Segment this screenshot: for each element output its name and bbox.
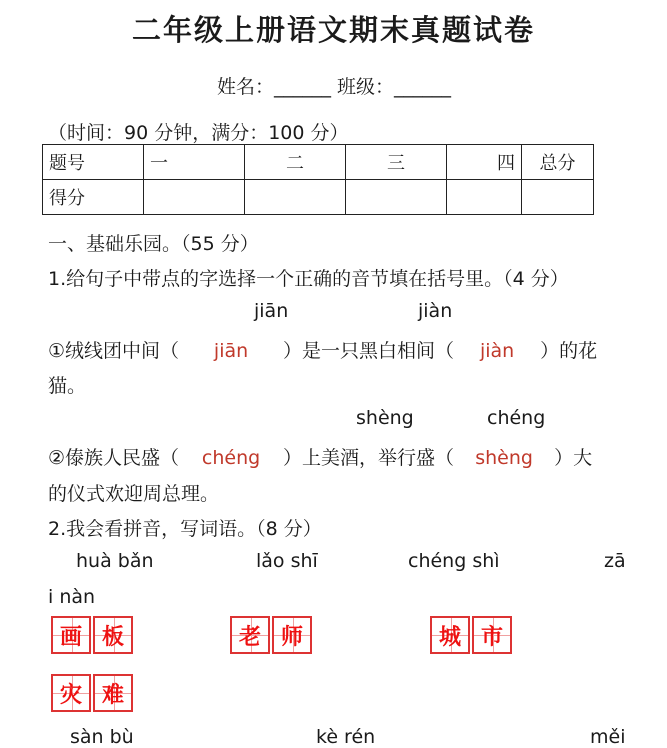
header-cell-section-4: 四 [447,145,522,180]
q1-s2-part1: ②傣族人民盛（ [48,447,180,469]
q1-prompt: 1.给句子中带点的字选择一个正确的音节填在括号里。（4 分） [48,268,569,290]
q1-sentence-2 [48,443,592,470]
tian-grid-cell: 画 [51,616,91,654]
score-table-score-row [43,180,594,215]
student-info: 姓名：______ 班级：______ [217,76,452,98]
q1-s2-part3: ）大 [554,447,593,469]
header-cell-section-1: 一 [144,145,245,180]
header-cell-section-3: 三 [346,145,447,180]
q1-s1-answer-1[interactable]: jiān [213,340,249,362]
score-row-label: 得分 [43,180,144,215]
score-table [42,144,594,215]
tian-grid-cell: 板 [93,616,133,654]
tian-grid-cell: 老 [230,616,270,654]
header-cell-section-2: 二 [245,145,346,180]
q1-option-2b: chéng [487,407,546,429]
tian-grid-cell: 城 [430,616,470,654]
answer-grid-4[interactable] [51,674,133,712]
answer-grid-3[interactable] [430,616,512,654]
exam-meta: （时间：90 分钟，满分：100 分） [48,122,349,144]
q1-s1-part1: ①绒线团中间（ [48,340,180,362]
q1-option-1b: jiàn [418,300,453,322]
page-title: 二年级上册语文期末真题试卷 [131,13,535,47]
score-cell[interactable] [522,180,594,215]
q2-pinyin-6: kè rén [316,726,376,748]
section-1-heading: 一、基础乐园。（55 分） [48,233,259,255]
q2-pinyin-1: huà bǎn [76,550,154,572]
q1-s1-answer-2[interactable]: jiàn [479,340,515,362]
q1-s2-answer-2[interactable]: shèng [475,447,533,469]
tian-grid-cell: 市 [472,616,512,654]
q1-s1-part3: ）的花 [540,340,598,362]
q1-s2-answer-1[interactable]: chéng [201,447,261,469]
score-cell[interactable] [346,180,447,215]
q2-prompt: 2.我会看拼音，写词语。（8 分） [48,518,322,540]
q1-sentence-1-cont: 猫。 [48,375,87,397]
q1-s2-part2: ）上美酒，举行盛（ [283,447,455,469]
header-cell-number: 题号 [43,145,144,180]
q1-option-1a: jiān [254,300,289,322]
q2-pinyin-3: chéng shì [408,550,500,572]
answer-grid-2[interactable] [230,616,312,654]
q1-s1-part2: ）是一只黑白相间（ [283,340,455,362]
q2-pinyin-4-cont: i nàn [48,586,96,608]
score-table-header-row [43,145,594,180]
q2-pinyin-5: sàn bù [70,726,134,748]
q1-option-2a: shèng [356,407,414,429]
q2-pinyin-4: zā [604,550,626,572]
score-cell[interactable] [144,180,245,215]
tian-grid-cell: 难 [93,674,133,712]
q2-pinyin-2: lǎo shī [256,550,318,572]
answer-grid-1[interactable] [51,616,133,654]
q2-pinyin-7: měi [590,726,626,748]
q1-sentence-2-cont: 的仪式欢迎周总理。 [48,483,220,505]
score-cell[interactable] [245,180,346,215]
q1-sentence-1 [48,336,597,363]
header-cell-total: 总分 [522,145,594,180]
score-cell[interactable] [447,180,522,215]
tian-grid-cell: 师 [272,616,312,654]
tian-grid-cell: 灾 [51,674,91,712]
